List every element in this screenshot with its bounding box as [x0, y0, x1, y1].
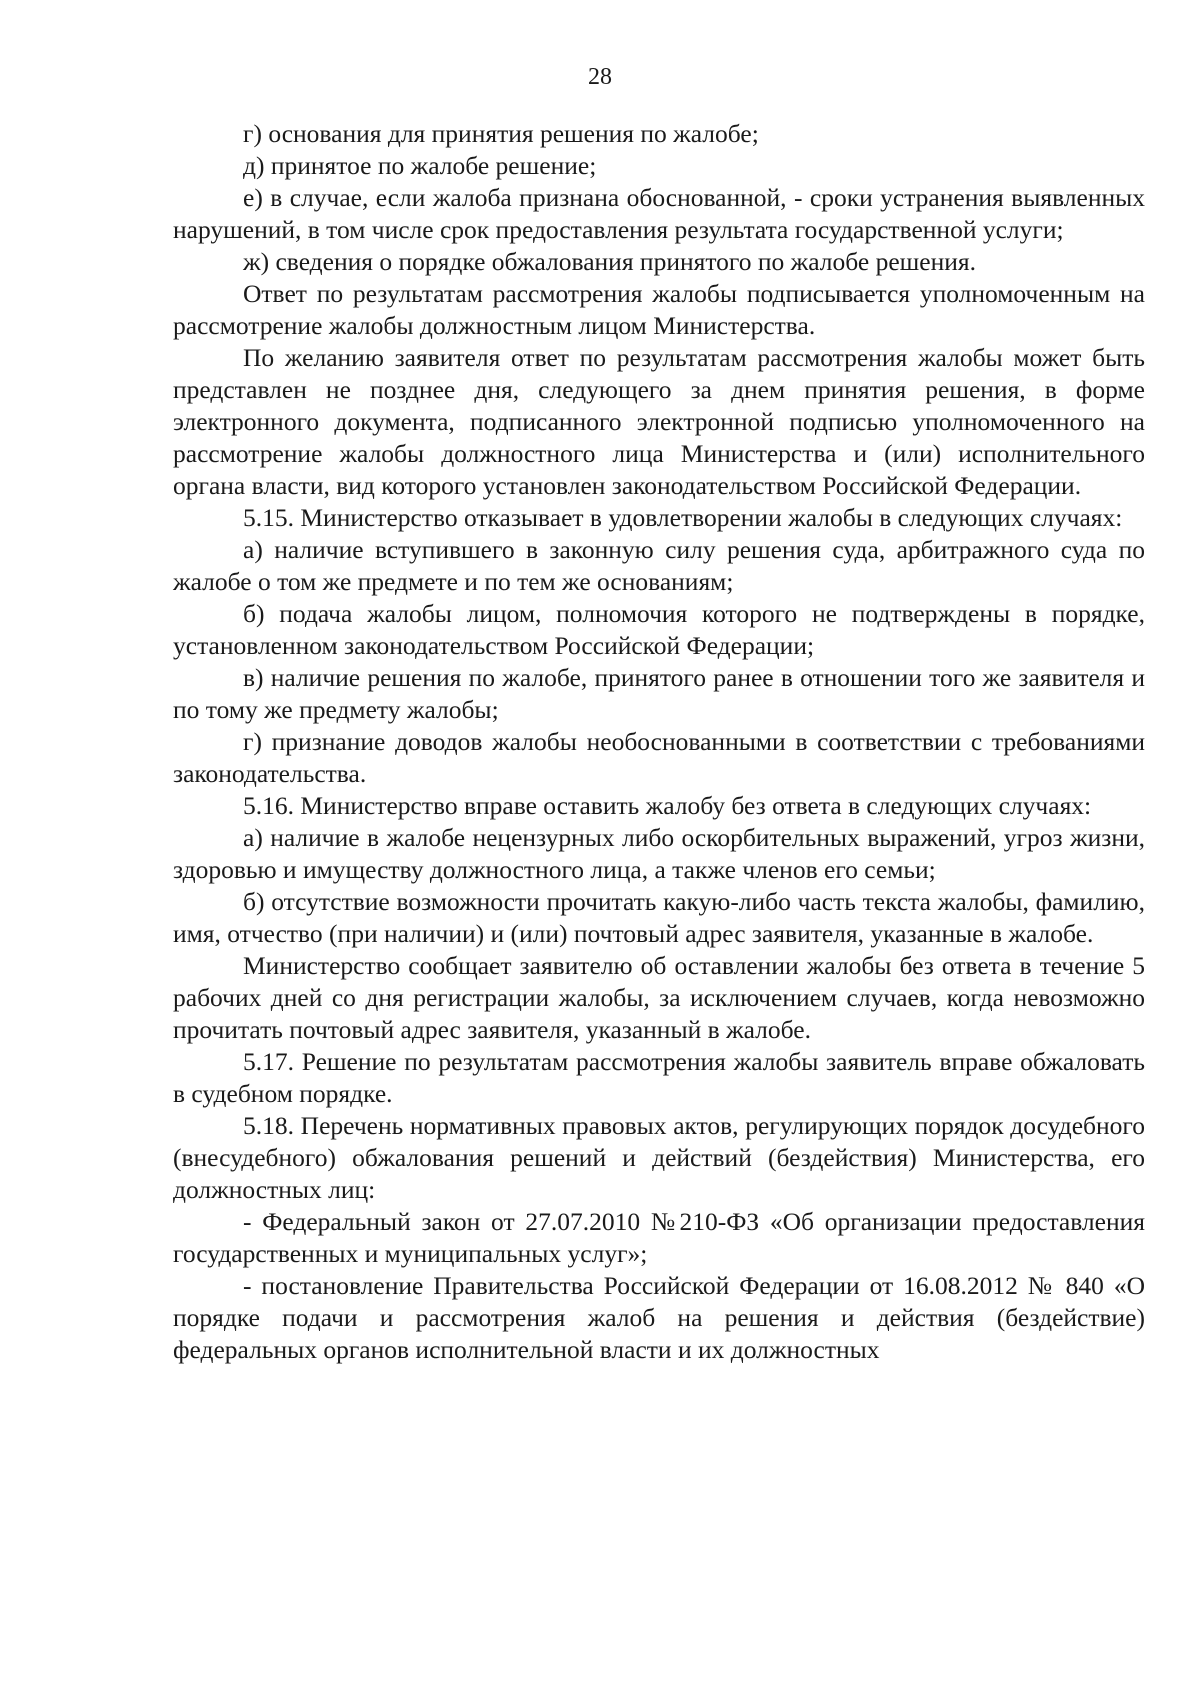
paragraph-item-d: д) принятое по жалобе решение; — [243, 151, 597, 180]
paragraph-5-15-b: б) подача жалобы лицом, полномочия которого не подтверждены в порядке, установленном законодательством Российской Федерации; — [173, 599, 1145, 660]
paragraph-item-e: е) в случае, если жалоба признана обоснованной, - сроки устранения выявленных нарушений, в том числе срок предоставления результата государственной услуги; — [173, 183, 1145, 244]
paragraph-5-15-v: в) наличие решения по жалобе, принятого ранее в отношении того же заявителя и по тому же предмету жалобы; — [173, 663, 1145, 724]
paragraph-section-5-16: 5.16. Министерство вправе оставить жалобу без ответа в следующих случаях: — [243, 791, 1092, 820]
page-number: 28 — [588, 64, 612, 90]
paragraph-electronic-answer: По желанию заявителя ответ по результатам рассмотрения жалобы может быть представлен не позднее дня, следующего за днем принятия решения, в форме электронного документа, подписанного электронной подписью уполномоченного на рассмотрение жалобы должностного лица Министерства и (или) исполнительного органа власти, вид которого установлен законодательством Российской Федерации. — [173, 343, 1145, 500]
document-body — [173, 118, 1145, 1366]
paragraph-notification: Министерство сообщает заявителю об оставлении жалобы без ответа в течение 5 рабочих дней со дня регистрации жалобы, за исключением случаев, когда невозможно прочитать почтовый адрес заявителя, указанный в жалобе. — [173, 951, 1145, 1044]
paragraph-section-5-18: 5.18. Перечень нормативных правовых актов, регулирующих порядок досудебного (внесудебного) обжалования решений и действий (бездействия) Министерства, его должностных лиц: — [173, 1111, 1145, 1204]
paragraph-5-16-a: а) наличие в жалобе нецензурных либо оскорбительных выражений, угроз жизни, здоровью и имуществу должностного лица, а также членов его семьи; — [173, 823, 1145, 884]
paragraph-section-5-17: 5.17. Решение по результатам рассмотрения жалобы заявитель вправе обжаловать в судебном порядке. — [173, 1047, 1145, 1108]
paragraph-5-16-b: б) отсутствие возможности прочитать какую-либо часть текста жалобы, фамилию, имя, отчество (при наличии) и (или) почтовый адрес заявителя, указанные в жалобе. — [173, 887, 1145, 948]
paragraph-government-resolution: - постановление Правительства Российской Федерации от 16.08.2012 № 840 «О порядке подачи и рассмотрения жалоб на решения и действия (бездействие) федеральных органов исполнительной власти и их должностных — [173, 1271, 1145, 1364]
paragraph-5-15-g: г) признание доводов жалобы необоснованными в соответствии с требованиями законодательства. — [173, 727, 1145, 788]
paragraph-answer-signing: Ответ по результатам рассмотрения жалобы подписывается уполномоченным на рассмотрение жалобы должностным лицом Министерства. — [173, 279, 1145, 340]
paragraph-item-zh: ж) сведения о порядке обжалования принятого по жалобе решения. — [243, 247, 977, 276]
paragraph-item-g: г) основания для принятия решения по жалобе; — [243, 119, 759, 148]
paragraph-5-15-a: а) наличие вступившего в законную силу решения суда, арбитражного суда по жалобе о том же предмете и по тем же основаниям; — [173, 535, 1145, 596]
paragraph-federal-law: - Федеральный закон от 27.07.2010 №210-ФЗ «Об организации предоставления государственных и муниципальных услуг»; — [173, 1207, 1145, 1268]
paragraph-section-5-15: 5.15. Министерство отказывает в удовлетворении жалобы в следующих случаях: — [243, 503, 1123, 532]
